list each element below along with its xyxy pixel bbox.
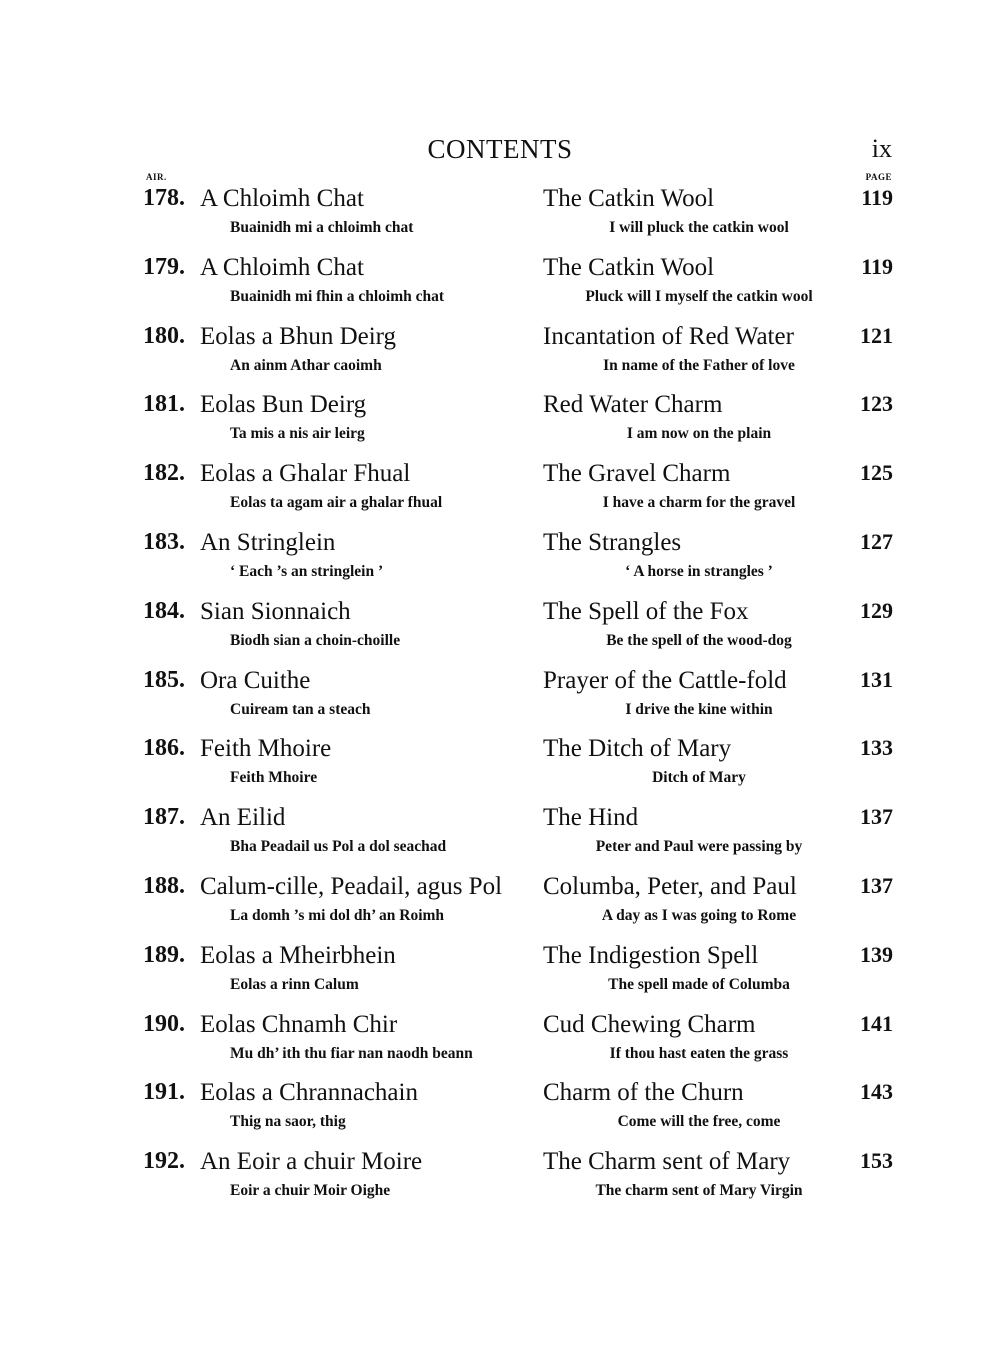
- contents-list: [0, 185, 1000, 1217]
- english-title: Columba, Peter, and Paul: [543, 872, 797, 900]
- air-column-label: AIR.: [146, 172, 167, 182]
- english-title: The Indigestion Spell: [543, 941, 759, 969]
- gaelic-title: An Stringlein: [200, 528, 336, 556]
- page-number: 137: [860, 804, 893, 830]
- english-first-line: I have a charm for the gravel: [602, 494, 796, 512]
- gaelic-title: An Eoir a chuir Moire: [200, 1148, 423, 1176]
- page-number: 153: [860, 1148, 893, 1174]
- contents-entry: [0, 1148, 1000, 1217]
- gaelic-title: A Chloimh Chat: [200, 253, 364, 281]
- entry-number: 179.: [143, 253, 185, 280]
- english-first-line: Pluck will I myself the catkin wool: [585, 287, 813, 305]
- page-number: 119: [861, 185, 893, 210]
- english-first-line: I am now on the plain: [626, 425, 772, 443]
- gaelic-first-line: Eolas a rinn Calum: [230, 975, 359, 993]
- english-first-line: The charm sent of Mary Virgin: [595, 1182, 803, 1200]
- gaelic-first-line: Feith Mhoire: [230, 769, 318, 787]
- entry-number: 185.: [143, 666, 185, 693]
- gaelic-title: Eolas a Chrannachain: [200, 1079, 418, 1107]
- gaelic-first-line: Buainidh mi a chloimh chat: [230, 219, 414, 236]
- entry-number: 184.: [143, 597, 185, 624]
- english-first-line: I will pluck the catkin wool: [609, 219, 789, 236]
- page-title: CONTENTS: [427, 134, 573, 164]
- page-folio: ix: [871, 134, 892, 163]
- english-title: The Catkin Wool: [543, 253, 715, 281]
- gaelic-first-line: Cuiream tan a steach: [230, 700, 371, 718]
- gaelic-first-line: La domh ’s mi dol dh’ an Roimh: [230, 906, 445, 924]
- contents-entry: [0, 598, 1000, 667]
- gaelic-first-line: Thig na saor, thig: [230, 1113, 346, 1131]
- page-number: 133: [860, 735, 893, 761]
- gaelic-first-line: Bha Peadail us Pol a dol seachad: [230, 838, 447, 856]
- english-first-line: ‘ A horse in strangles ’: [625, 562, 773, 580]
- page-number: 137: [860, 872, 893, 898]
- page-number: 123: [860, 391, 893, 417]
- gaelic-title: Eolas a Ghalar Fhual: [200, 460, 411, 488]
- gaelic-title: Ora Cuithe: [200, 666, 311, 694]
- english-title: The Spell of the Fox: [543, 597, 749, 625]
- entry-number: 183.: [143, 528, 185, 555]
- contents-entry: [0, 529, 1000, 598]
- english-first-line: I drive the kine within: [625, 700, 773, 718]
- gaelic-title: Eolas Chnamh Chir: [200, 1010, 398, 1038]
- page-number: 139: [860, 941, 893, 967]
- english-title: The Charm sent of Mary: [543, 1148, 791, 1176]
- english-title: The Ditch of Mary: [543, 735, 732, 763]
- gaelic-first-line: Eolas ta agam air a ghalar fhual: [230, 494, 443, 512]
- english-title: The Catkin Wool: [543, 185, 715, 212]
- english-first-line: If thou hast eaten the grass: [609, 1044, 789, 1062]
- contents-entry: [0, 804, 1000, 873]
- gaelic-title: A Chloimh Chat: [200, 185, 364, 212]
- page-number: 141: [860, 1010, 893, 1036]
- english-title: The Strangles: [543, 528, 682, 556]
- english-title: The Hind: [543, 804, 639, 832]
- gaelic-title: Sian Sionnaich: [200, 597, 351, 625]
- entry-number: 188.: [143, 872, 185, 899]
- english-title: Prayer of the Cattle-fold: [543, 666, 787, 694]
- gaelic-first-line: An ainm Athar caoimh: [230, 356, 382, 374]
- english-first-line: The spell made of Columba: [608, 975, 790, 993]
- page-number: 127: [860, 528, 893, 554]
- page-number: 121: [860, 322, 893, 348]
- entry-number: 180.: [143, 322, 185, 349]
- gaelic-first-line: Eoir a chuir Moir Oighe: [230, 1182, 391, 1200]
- page-column-label: PAGE: [865, 172, 892, 182]
- entry-number: 192.: [143, 1148, 185, 1175]
- contents-entry: [0, 254, 1000, 323]
- gaelic-first-line: Mu dh’ ith thu fiar nan naodh beann: [230, 1044, 473, 1062]
- english-first-line: Be the spell of the wood-dog: [606, 631, 792, 649]
- gaelic-title: An Eilid: [200, 804, 286, 832]
- contents-entry: [0, 391, 1000, 460]
- gaelic-first-line: Ta mis a nis air leirg: [230, 425, 365, 443]
- entry-number: 189.: [143, 941, 185, 968]
- gaelic-first-line: Buainidh mi fhin a chloimh chat: [230, 287, 445, 305]
- entry-number: 178.: [143, 185, 185, 211]
- english-first-line: In name of the Father of love: [603, 356, 795, 374]
- contents-entry: [0, 667, 1000, 736]
- entry-number: 187.: [143, 804, 185, 831]
- page-number: 129: [860, 597, 893, 623]
- page-number: 125: [860, 460, 893, 486]
- gaelic-title: Eolas Bun Deirg: [200, 391, 367, 419]
- entry-number: 191.: [143, 1079, 185, 1106]
- english-title: Incantation of Red Water: [543, 322, 794, 350]
- gaelic-title: Calum-cille, Peadail, agus Pol: [200, 872, 503, 900]
- contents-entry: [0, 942, 1000, 1011]
- contents-entry: [0, 323, 1000, 392]
- page-number: 131: [860, 666, 893, 692]
- contents-entry: [0, 735, 1000, 804]
- english-first-line: A day as I was going to Rome: [601, 906, 797, 924]
- english-title: The Gravel Charm: [543, 460, 731, 488]
- contents-entry: [0, 873, 1000, 942]
- english-title: Charm of the Churn: [543, 1079, 744, 1107]
- entry-number: 182.: [143, 460, 185, 487]
- column-labels: [0, 172, 1000, 186]
- contents-entry: [0, 460, 1000, 529]
- gaelic-title: Eolas a Bhun Deirg: [200, 322, 397, 350]
- entry-number: 181.: [143, 391, 185, 418]
- gaelic-title: Eolas a Mheirbhein: [200, 941, 396, 969]
- entry-number: 186.: [143, 735, 185, 762]
- english-title: Red Water Charm: [543, 391, 723, 419]
- contents-entry: [0, 1011, 1000, 1080]
- running-head: [0, 134, 1000, 170]
- gaelic-first-line: ‘ Each ’s an stringlein ’: [230, 562, 384, 580]
- english-first-line: Come will the free, come: [617, 1113, 781, 1131]
- english-first-line: Ditch of Mary: [652, 769, 746, 787]
- page-number: 143: [860, 1079, 893, 1105]
- contents-entry: [0, 185, 1000, 254]
- contents-entry: [0, 1079, 1000, 1148]
- english-first-line: Peter and Paul were passing by: [595, 838, 803, 856]
- entry-number: 190.: [143, 1010, 185, 1037]
- english-title: Cud Chewing Charm: [543, 1010, 756, 1038]
- gaelic-title: Feith Mhoire: [200, 735, 332, 763]
- gaelic-first-line: Biodh sian a choin-choille: [230, 631, 401, 649]
- page-number: 119: [861, 253, 893, 279]
